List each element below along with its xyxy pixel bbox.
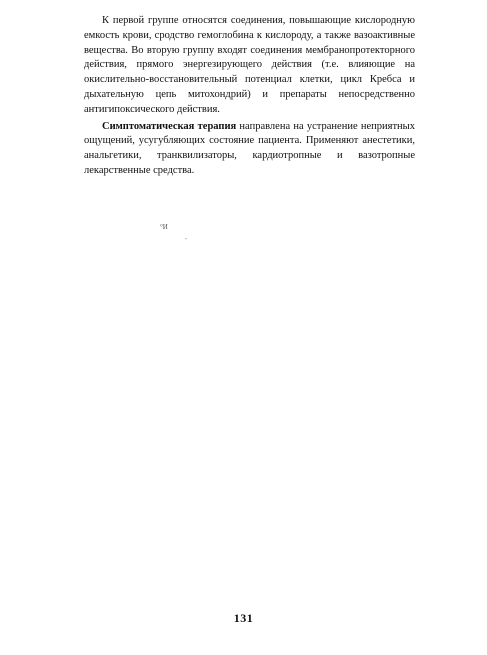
- body-text: [84, 14, 415, 179]
- paragraph-oxygen-capacity-groups: [84, 14, 415, 118]
- paragraph-2-lead: Симптоматическая терапия: [102, 120, 237, 132]
- page-number: 131: [233, 611, 254, 625]
- scan-speck: ¨: [185, 237, 188, 245]
- paragraph-2-text: направлена на устранение неприятных ощущений, усугубляющих состояние пациента. Применяют анестетики, анальгетики, транквилизаторы, кардиотропные и вазотропные лекарственные средства.: [84, 120, 415, 176]
- paragraph-1-text: К первой группе относятся соединения, повышающие кислородную емкость крови, сродство гемоглобина к кислороду, а также вазоактивные вещества. Во вторую группу входят соединения мембранопротекторного действия, прямого энергезирующего действия (т.е. влияющие на окислительно-восстановительный потенциал клетки, цикл Кребса и дыхательную цепь митохондрий) и препараты непосредственно антигипоксического действия.: [84, 15, 415, 115]
- scan-speck: °И: [160, 223, 168, 231]
- paragraph-symptomatic-therapy: [84, 120, 415, 179]
